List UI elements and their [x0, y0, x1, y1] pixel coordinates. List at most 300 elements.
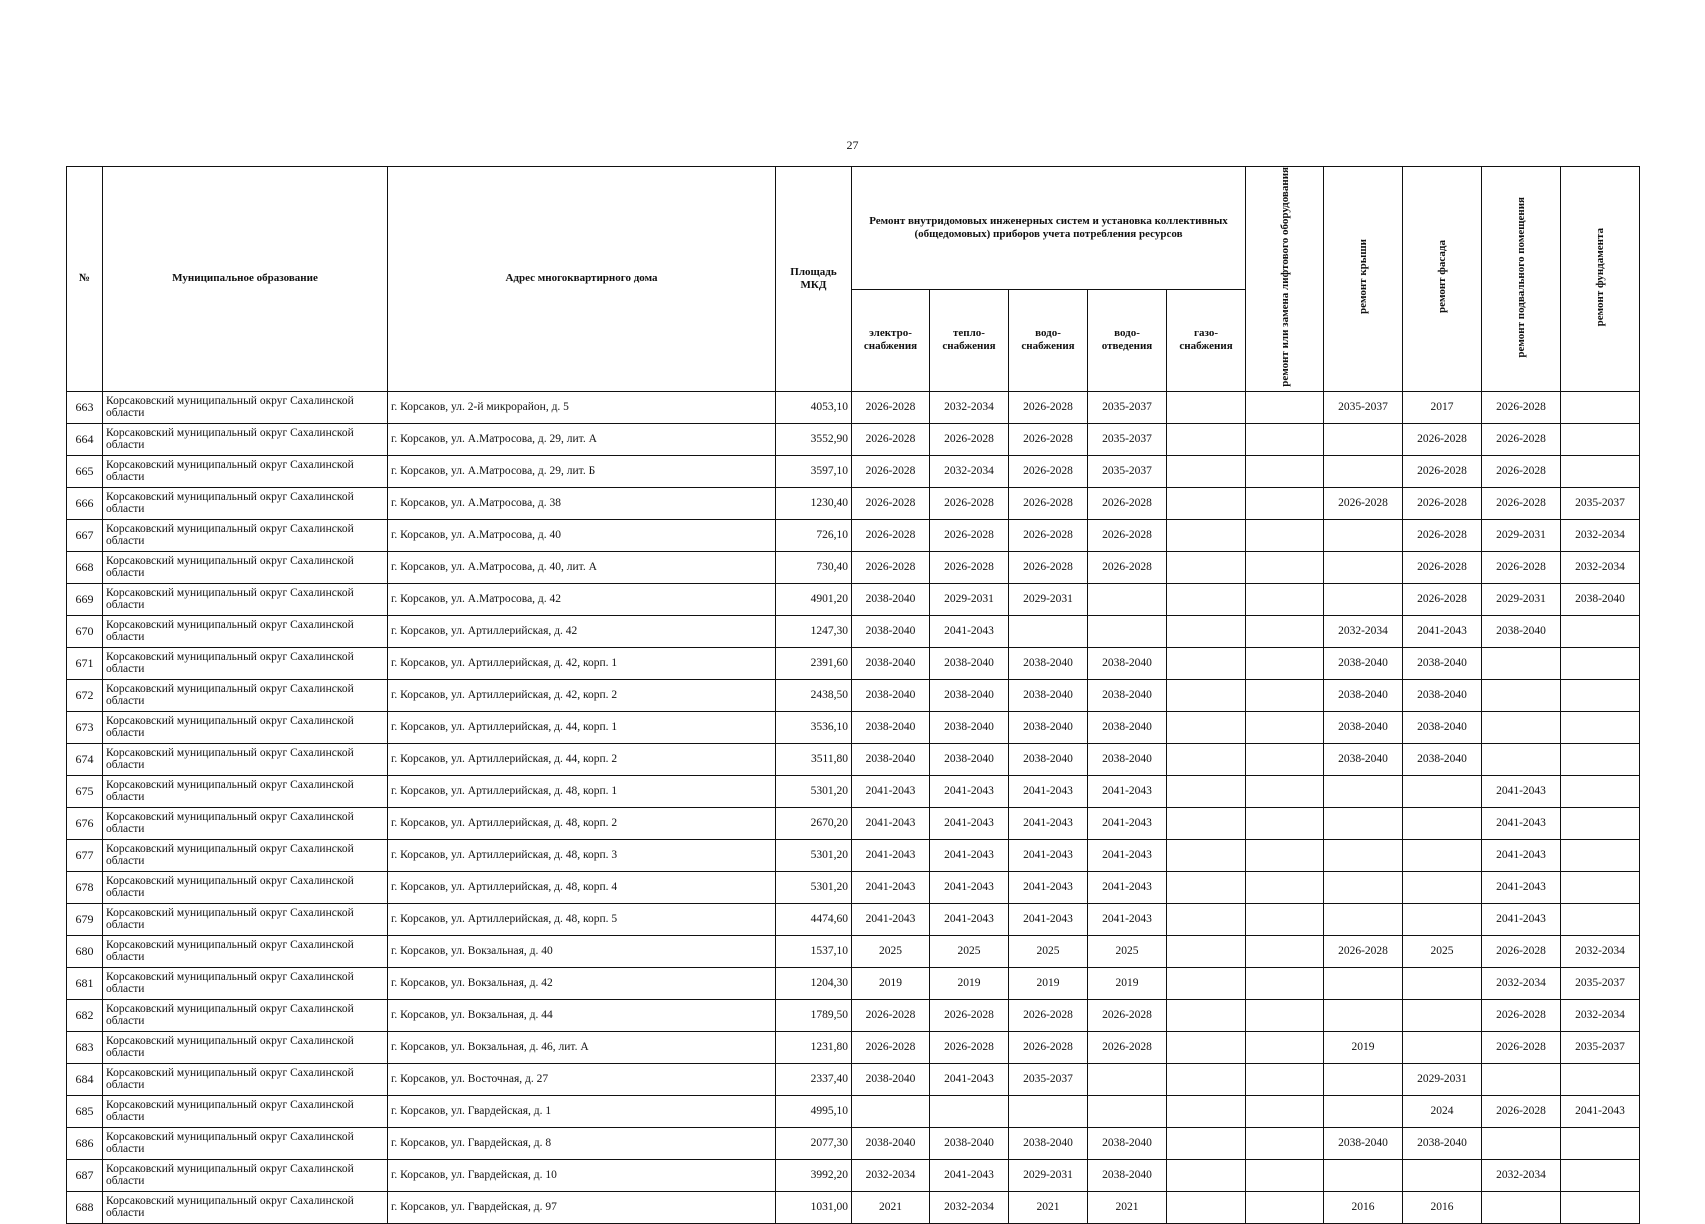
- row-number-cell: 668: [67, 551, 103, 583]
- foundation-repair-cell: 2041-2043: [1561, 1095, 1640, 1127]
- area-cell: 5301,20: [776, 871, 852, 903]
- roof-repair-cell: [1324, 1063, 1403, 1095]
- row-number-cell: 680: [67, 935, 103, 967]
- heat-supply-cell: 2038-2040: [930, 711, 1009, 743]
- roof-repair-cell: 2038-2040: [1324, 743, 1403, 775]
- table-row: [67, 519, 1640, 551]
- basement-repair-cell: 2026-2028: [1482, 551, 1561, 583]
- electric-supply-cell: 2026-2028: [852, 423, 930, 455]
- sewerage-cell: 2035-2037: [1088, 391, 1167, 423]
- water-supply-cell: 2026-2028: [1009, 551, 1088, 583]
- gas-supply-cell: [1167, 775, 1246, 807]
- table-row: [67, 967, 1640, 999]
- elevator-repair-cell: [1246, 615, 1324, 647]
- area-cell: 3552,90: [776, 423, 852, 455]
- roof-repair-cell: [1324, 775, 1403, 807]
- capital-repair-table: [66, 166, 1640, 1224]
- gas-supply-cell: [1167, 839, 1246, 871]
- row-number-cell: 663: [67, 391, 103, 423]
- area-cell: 3511,80: [776, 743, 852, 775]
- address-cell: г. Корсаков, ул. 2-й микрорайон, д. 5: [388, 391, 776, 423]
- water-supply-cell: 2029-2031: [1009, 583, 1088, 615]
- table-row: [67, 455, 1640, 487]
- area-cell: 3992,20: [776, 1159, 852, 1191]
- address-cell: г. Корсаков, ул. А.Матросова, д. 40, лит. А: [388, 551, 776, 583]
- foundation-repair-cell: [1561, 871, 1640, 903]
- gas-supply-cell: [1167, 519, 1246, 551]
- gas-supply-cell: [1167, 487, 1246, 519]
- elevator-repair-cell: [1246, 1031, 1324, 1063]
- basement-repair-cell: 2026-2028: [1482, 487, 1561, 519]
- basement-repair-cell: [1482, 1191, 1561, 1223]
- facade-repair-cell: [1403, 903, 1482, 935]
- water-supply-cell: 2021: [1009, 1191, 1088, 1223]
- row-number-cell: 679: [67, 903, 103, 935]
- elevator-repair-cell: [1246, 551, 1324, 583]
- municipality-cell: Корсаковский муниципальный округ Сахалинской области: [103, 615, 388, 647]
- facade-repair-cell: [1403, 1031, 1482, 1063]
- heat-supply-cell: 2038-2040: [930, 679, 1009, 711]
- municipality-cell: Корсаковский муниципальный округ Сахалинской области: [103, 871, 388, 903]
- area-cell: 3597,10: [776, 455, 852, 487]
- municipality-cell: Корсаковский муниципальный округ Сахалинской области: [103, 1127, 388, 1159]
- area-cell: 1204,30: [776, 967, 852, 999]
- roof-repair-cell: [1324, 423, 1403, 455]
- gas-supply-cell: [1167, 935, 1246, 967]
- address-cell: г. Корсаков, ул. Артиллерийская, д. 48, корп. 2: [388, 807, 776, 839]
- roof-repair-cell: [1324, 519, 1403, 551]
- municipality-cell: Корсаковский муниципальный округ Сахалинской области: [103, 807, 388, 839]
- table-row: [67, 1095, 1640, 1127]
- foundation-repair-cell: [1561, 679, 1640, 711]
- header-municipality: Муниципальное образование: [103, 167, 388, 392]
- basement-repair-cell: 2026-2028: [1482, 1031, 1561, 1063]
- basement-repair-cell: [1482, 1127, 1561, 1159]
- heat-supply-cell: 2032-2034: [930, 455, 1009, 487]
- sewerage-cell: 2038-2040: [1088, 711, 1167, 743]
- table-row: [67, 1031, 1640, 1063]
- water-supply-cell: 2041-2043: [1009, 839, 1088, 871]
- area-cell: 1537,10: [776, 935, 852, 967]
- electric-supply-cell: 2021: [852, 1191, 930, 1223]
- sewerage-cell: 2035-2037: [1088, 423, 1167, 455]
- basement-repair-cell: 2041-2043: [1482, 807, 1561, 839]
- water-supply-cell: 2026-2028: [1009, 519, 1088, 551]
- municipality-cell: Корсаковский муниципальный округ Сахалинской области: [103, 487, 388, 519]
- facade-repair-cell: 2026-2028: [1403, 455, 1482, 487]
- basement-repair-cell: 2026-2028: [1482, 1095, 1561, 1127]
- water-supply-cell: 2026-2028: [1009, 999, 1088, 1031]
- municipality-cell: Корсаковский муниципальный округ Сахалинской области: [103, 583, 388, 615]
- facade-repair-cell: 2038-2040: [1403, 679, 1482, 711]
- area-cell: 1031,00: [776, 1191, 852, 1223]
- elevator-repair-cell: [1246, 903, 1324, 935]
- elevator-repair-cell: [1246, 583, 1324, 615]
- gas-supply-cell: [1167, 807, 1246, 839]
- address-cell: г. Корсаков, ул. Вокзальная, д. 40: [388, 935, 776, 967]
- foundation-repair-cell: [1561, 455, 1640, 487]
- foundation-repair-cell: 2032-2034: [1561, 519, 1640, 551]
- electric-supply-cell: 2041-2043: [852, 807, 930, 839]
- water-supply-cell: 2026-2028: [1009, 1031, 1088, 1063]
- table-row: [67, 903, 1640, 935]
- row-number-cell: 681: [67, 967, 103, 999]
- water-supply-cell: [1009, 615, 1088, 647]
- municipality-cell: Корсаковский муниципальный округ Сахалинской области: [103, 1063, 388, 1095]
- address-cell: г. Корсаков, ул. Артиллерийская, д. 42, корп. 2: [388, 679, 776, 711]
- row-number-cell: 671: [67, 647, 103, 679]
- water-supply-cell: 2026-2028: [1009, 487, 1088, 519]
- gas-supply-cell: [1167, 1031, 1246, 1063]
- area-cell: 1231,80: [776, 1031, 852, 1063]
- facade-repair-cell: [1403, 775, 1482, 807]
- table-row: [67, 487, 1640, 519]
- sewerage-cell: [1088, 615, 1167, 647]
- electric-supply-cell: 2026-2028: [852, 519, 930, 551]
- facade-repair-cell: [1403, 871, 1482, 903]
- gas-supply-cell: [1167, 647, 1246, 679]
- roof-repair-cell: 2032-2034: [1324, 615, 1403, 647]
- address-cell: г. Корсаков, ул. Восточная, д. 27: [388, 1063, 776, 1095]
- heat-supply-cell: [930, 1095, 1009, 1127]
- heat-supply-cell: 2026-2028: [930, 999, 1009, 1031]
- heat-supply-cell: 2025: [930, 935, 1009, 967]
- address-cell: г. Корсаков, ул. Артиллерийская, д. 48, корп. 5: [388, 903, 776, 935]
- municipality-cell: Корсаковский муниципальный округ Сахалинской области: [103, 679, 388, 711]
- address-cell: г. Корсаков, ул. А.Матросова, д. 29, лит. А: [388, 423, 776, 455]
- municipality-cell: Корсаковский муниципальный округ Сахалинской области: [103, 743, 388, 775]
- table-row: [67, 1127, 1640, 1159]
- roof-repair-cell: [1324, 1095, 1403, 1127]
- facade-repair-cell: 2024: [1403, 1095, 1482, 1127]
- header-engineering: Ремонт внутридомовых инженерных систем и установка коллективных (общедомовых) приборов учета потребления ресурсов: [852, 167, 1246, 290]
- header-foundation: ремонт фундамента: [1561, 167, 1640, 392]
- heat-supply-cell: 2029-2031: [930, 583, 1009, 615]
- area-cell: 1230,40: [776, 487, 852, 519]
- gas-supply-cell: [1167, 1159, 1246, 1191]
- address-cell: г. Корсаков, ул. Артиллерийская, д. 48, корп. 3: [388, 839, 776, 871]
- row-number-cell: 678: [67, 871, 103, 903]
- gas-supply-cell: [1167, 1127, 1246, 1159]
- water-supply-cell: 2038-2040: [1009, 743, 1088, 775]
- row-number-cell: 664: [67, 423, 103, 455]
- water-supply-cell: 2041-2043: [1009, 871, 1088, 903]
- sewerage-cell: 2038-2040: [1088, 647, 1167, 679]
- area-cell: 4474,60: [776, 903, 852, 935]
- area-cell: 2077,30: [776, 1127, 852, 1159]
- roof-repair-cell: [1324, 871, 1403, 903]
- elevator-repair-cell: [1246, 1095, 1324, 1127]
- facade-repair-cell: 2026-2028: [1403, 519, 1482, 551]
- municipality-cell: Корсаковский муниципальный округ Сахалинской области: [103, 1031, 388, 1063]
- area-cell: 1247,30: [776, 615, 852, 647]
- foundation-repair-cell: 2032-2034: [1561, 935, 1640, 967]
- table-row: [67, 935, 1640, 967]
- gas-supply-cell: [1167, 551, 1246, 583]
- elevator-repair-cell: [1246, 519, 1324, 551]
- table-row: [67, 551, 1640, 583]
- basement-repair-cell: 2038-2040: [1482, 615, 1561, 647]
- facade-repair-cell: 2016: [1403, 1191, 1482, 1223]
- elevator-repair-cell: [1246, 455, 1324, 487]
- gas-supply-cell: [1167, 679, 1246, 711]
- facade-repair-cell: [1403, 807, 1482, 839]
- elevator-repair-cell: [1246, 871, 1324, 903]
- foundation-repair-cell: [1561, 1127, 1640, 1159]
- elevator-repair-cell: [1246, 391, 1324, 423]
- sewerage-cell: 2026-2028: [1088, 519, 1167, 551]
- electric-supply-cell: 2038-2040: [852, 1063, 930, 1095]
- foundation-repair-cell: 2032-2034: [1561, 999, 1640, 1031]
- row-number-cell: 672: [67, 679, 103, 711]
- row-number-cell: 673: [67, 711, 103, 743]
- facade-repair-cell: 2038-2040: [1403, 711, 1482, 743]
- table-body: [67, 391, 1640, 1223]
- sewerage-cell: [1088, 1063, 1167, 1095]
- water-supply-cell: 2038-2040: [1009, 647, 1088, 679]
- area-cell: 4053,10: [776, 391, 852, 423]
- header-electric: электро-снабжения: [852, 289, 930, 391]
- address-cell: г. Корсаков, ул. А.Матросова, д. 42: [388, 583, 776, 615]
- basement-repair-cell: 2041-2043: [1482, 775, 1561, 807]
- roof-repair-cell: [1324, 807, 1403, 839]
- header-address: Адрес многоквартирного дома: [388, 167, 776, 392]
- basement-repair-cell: 2026-2028: [1482, 423, 1561, 455]
- table-row: [67, 711, 1640, 743]
- roof-repair-cell: 2038-2040: [1324, 647, 1403, 679]
- heat-supply-cell: 2041-2043: [930, 871, 1009, 903]
- table-row: [67, 743, 1640, 775]
- sewerage-cell: 2038-2040: [1088, 1159, 1167, 1191]
- sewerage-cell: 2041-2043: [1088, 871, 1167, 903]
- heat-supply-cell: 2026-2028: [930, 423, 1009, 455]
- electric-supply-cell: 2032-2034: [852, 1159, 930, 1191]
- municipality-cell: Корсаковский муниципальный округ Сахалинской области: [103, 775, 388, 807]
- elevator-repair-cell: [1246, 743, 1324, 775]
- electric-supply-cell: 2038-2040: [852, 583, 930, 615]
- facade-repair-cell: 2026-2028: [1403, 551, 1482, 583]
- address-cell: г. Корсаков, ул. Гвардейская, д. 97: [388, 1191, 776, 1223]
- basement-repair-cell: 2029-2031: [1482, 583, 1561, 615]
- address-cell: г. Корсаков, ул. Вокзальная, д. 44: [388, 999, 776, 1031]
- row-number-cell: 666: [67, 487, 103, 519]
- table-row: [67, 423, 1640, 455]
- electric-supply-cell: 2041-2043: [852, 871, 930, 903]
- basement-repair-cell: 2041-2043: [1482, 871, 1561, 903]
- heat-supply-cell: 2041-2043: [930, 839, 1009, 871]
- facade-repair-cell: [1403, 967, 1482, 999]
- municipality-cell: Корсаковский муниципальный округ Сахалинской области: [103, 519, 388, 551]
- header-facade: ремонт фасада: [1403, 167, 1482, 392]
- facade-repair-cell: 2026-2028: [1403, 583, 1482, 615]
- elevator-repair-cell: [1246, 1127, 1324, 1159]
- address-cell: г. Корсаков, ул. Артиллерийская, д. 48, корп. 4: [388, 871, 776, 903]
- row-number-cell: 669: [67, 583, 103, 615]
- electric-supply-cell: 2041-2043: [852, 903, 930, 935]
- sewerage-cell: 2041-2043: [1088, 839, 1167, 871]
- municipality-cell: Корсаковский муниципальный округ Сахалинской области: [103, 1095, 388, 1127]
- foundation-repair-cell: [1561, 1063, 1640, 1095]
- roof-repair-cell: 2038-2040: [1324, 711, 1403, 743]
- header-no: №: [67, 167, 103, 392]
- sewerage-cell: 2026-2028: [1088, 999, 1167, 1031]
- roof-repair-cell: 2038-2040: [1324, 679, 1403, 711]
- facade-repair-cell: [1403, 1159, 1482, 1191]
- municipality-cell: Корсаковский муниципальный округ Сахалинской области: [103, 711, 388, 743]
- basement-repair-cell: [1482, 679, 1561, 711]
- electric-supply-cell: [852, 1095, 930, 1127]
- municipality-cell: Корсаковский муниципальный округ Сахалинской области: [103, 935, 388, 967]
- table-row: [67, 999, 1640, 1031]
- water-supply-cell: 2041-2043: [1009, 903, 1088, 935]
- area-cell: 726,10: [776, 519, 852, 551]
- table-row: [67, 1191, 1640, 1223]
- elevator-repair-cell: [1246, 1063, 1324, 1095]
- address-cell: г. Корсаков, ул. Артиллерийская, д. 44, корп. 1: [388, 711, 776, 743]
- sewerage-cell: 2041-2043: [1088, 903, 1167, 935]
- heat-supply-cell: 2038-2040: [930, 1127, 1009, 1159]
- address-cell: г. Корсаков, ул. Артиллерийская, д. 42, корп. 1: [388, 647, 776, 679]
- gas-supply-cell: [1167, 423, 1246, 455]
- elevator-repair-cell: [1246, 647, 1324, 679]
- facade-repair-cell: 2025: [1403, 935, 1482, 967]
- gas-supply-cell: [1167, 391, 1246, 423]
- facade-repair-cell: [1403, 999, 1482, 1031]
- electric-supply-cell: 2038-2040: [852, 615, 930, 647]
- municipality-cell: Корсаковский муниципальный округ Сахалинской области: [103, 967, 388, 999]
- row-number-cell: 686: [67, 1127, 103, 1159]
- basement-repair-cell: 2029-2031: [1482, 519, 1561, 551]
- row-number-cell: 683: [67, 1031, 103, 1063]
- water-supply-cell: 2041-2043: [1009, 775, 1088, 807]
- water-supply-cell: [1009, 1095, 1088, 1127]
- electric-supply-cell: 2026-2028: [852, 487, 930, 519]
- roof-repair-cell: 2016: [1324, 1191, 1403, 1223]
- facade-repair-cell: 2038-2040: [1403, 1127, 1482, 1159]
- sewerage-cell: 2026-2028: [1088, 1031, 1167, 1063]
- address-cell: г. Корсаков, ул. Артиллерийская, д. 44, корп. 2: [388, 743, 776, 775]
- electric-supply-cell: 2026-2028: [852, 551, 930, 583]
- sewerage-cell: [1088, 583, 1167, 615]
- table-row: [67, 1063, 1640, 1095]
- area-cell: 2670,20: [776, 807, 852, 839]
- water-supply-cell: 2038-2040: [1009, 679, 1088, 711]
- elevator-repair-cell: [1246, 1159, 1324, 1191]
- gas-supply-cell: [1167, 903, 1246, 935]
- municipality-cell: Корсаковский муниципальный округ Сахалинской области: [103, 423, 388, 455]
- area-cell: 5301,20: [776, 839, 852, 871]
- heat-supply-cell: 2041-2043: [930, 615, 1009, 647]
- table-row: [67, 583, 1640, 615]
- address-cell: г. Корсаков, ул. Артиллерийская, д. 48, корп. 1: [388, 775, 776, 807]
- foundation-repair-cell: [1561, 615, 1640, 647]
- gas-supply-cell: [1167, 967, 1246, 999]
- sewerage-cell: 2038-2040: [1088, 743, 1167, 775]
- roof-repair-cell: [1324, 903, 1403, 935]
- basement-repair-cell: [1482, 1063, 1561, 1095]
- address-cell: г. Корсаков, ул. Артиллерийская, д. 42: [388, 615, 776, 647]
- row-number-cell: 687: [67, 1159, 103, 1191]
- municipality-cell: Корсаковский муниципальный округ Сахалинской области: [103, 551, 388, 583]
- row-number-cell: 674: [67, 743, 103, 775]
- gas-supply-cell: [1167, 711, 1246, 743]
- row-number-cell: 665: [67, 455, 103, 487]
- electric-supply-cell: 2026-2028: [852, 455, 930, 487]
- foundation-repair-cell: 2035-2037: [1561, 487, 1640, 519]
- elevator-repair-cell: [1246, 487, 1324, 519]
- foundation-repair-cell: [1561, 807, 1640, 839]
- table-row: [67, 839, 1640, 871]
- elevator-repair-cell: [1246, 711, 1324, 743]
- basement-repair-cell: 2026-2028: [1482, 391, 1561, 423]
- electric-supply-cell: 2041-2043: [852, 775, 930, 807]
- elevator-repair-cell: [1246, 807, 1324, 839]
- heat-supply-cell: 2026-2028: [930, 1031, 1009, 1063]
- table-row: [67, 615, 1640, 647]
- water-supply-cell: 2026-2028: [1009, 391, 1088, 423]
- foundation-repair-cell: [1561, 839, 1640, 871]
- sewerage-cell: 2035-2037: [1088, 455, 1167, 487]
- facade-repair-cell: 2026-2028: [1403, 423, 1482, 455]
- row-number-cell: 682: [67, 999, 103, 1031]
- foundation-repair-cell: 2038-2040: [1561, 583, 1640, 615]
- foundation-repair-cell: 2032-2034: [1561, 551, 1640, 583]
- roof-repair-cell: [1324, 551, 1403, 583]
- row-number-cell: 676: [67, 807, 103, 839]
- header-water: водо-снабжения: [1009, 289, 1088, 391]
- electric-supply-cell: 2025: [852, 935, 930, 967]
- facade-repair-cell: 2038-2040: [1403, 743, 1482, 775]
- foundation-repair-cell: 2035-2037: [1561, 1031, 1640, 1063]
- sewerage-cell: 2038-2040: [1088, 1127, 1167, 1159]
- electric-supply-cell: 2026-2028: [852, 999, 930, 1031]
- row-number-cell: 688: [67, 1191, 103, 1223]
- electric-supply-cell: 2026-2028: [852, 391, 930, 423]
- roof-repair-cell: 2026-2028: [1324, 487, 1403, 519]
- municipality-cell: Корсаковский муниципальный округ Сахалинской области: [103, 839, 388, 871]
- elevator-repair-cell: [1246, 967, 1324, 999]
- heat-supply-cell: 2038-2040: [930, 743, 1009, 775]
- electric-supply-cell: 2038-2040: [852, 743, 930, 775]
- address-cell: г. Корсаков, ул. Вокзальная, д. 46, лит. А: [388, 1031, 776, 1063]
- heat-supply-cell: 2038-2040: [930, 647, 1009, 679]
- elevator-repair-cell: [1246, 935, 1324, 967]
- water-supply-cell: 2019: [1009, 967, 1088, 999]
- basement-repair-cell: [1482, 711, 1561, 743]
- basement-repair-cell: 2026-2028: [1482, 935, 1561, 967]
- area-cell: 3536,10: [776, 711, 852, 743]
- electric-supply-cell: 2026-2028: [852, 1031, 930, 1063]
- sewerage-cell: 2026-2028: [1088, 551, 1167, 583]
- sewerage-cell: 2041-2043: [1088, 807, 1167, 839]
- heat-supply-cell: 2041-2043: [930, 775, 1009, 807]
- water-supply-cell: 2026-2028: [1009, 423, 1088, 455]
- municipality-cell: Корсаковский муниципальный округ Сахалинской области: [103, 903, 388, 935]
- foundation-repair-cell: 2035-2037: [1561, 967, 1640, 999]
- roof-repair-cell: 2038-2040: [1324, 1127, 1403, 1159]
- roof-repair-cell: [1324, 455, 1403, 487]
- municipality-cell: Корсаковский муниципальный округ Сахалинской области: [103, 647, 388, 679]
- area-cell: 1789,50: [776, 999, 852, 1031]
- sewerage-cell: 2038-2040: [1088, 679, 1167, 711]
- foundation-repair-cell: [1561, 711, 1640, 743]
- row-number-cell: 670: [67, 615, 103, 647]
- heat-supply-cell: 2041-2043: [930, 1159, 1009, 1191]
- header-gas: газо-снабжения: [1167, 289, 1246, 391]
- area-cell: 2337,40: [776, 1063, 852, 1095]
- table-row: [67, 775, 1640, 807]
- header-roof: ремонт крыши: [1324, 167, 1403, 392]
